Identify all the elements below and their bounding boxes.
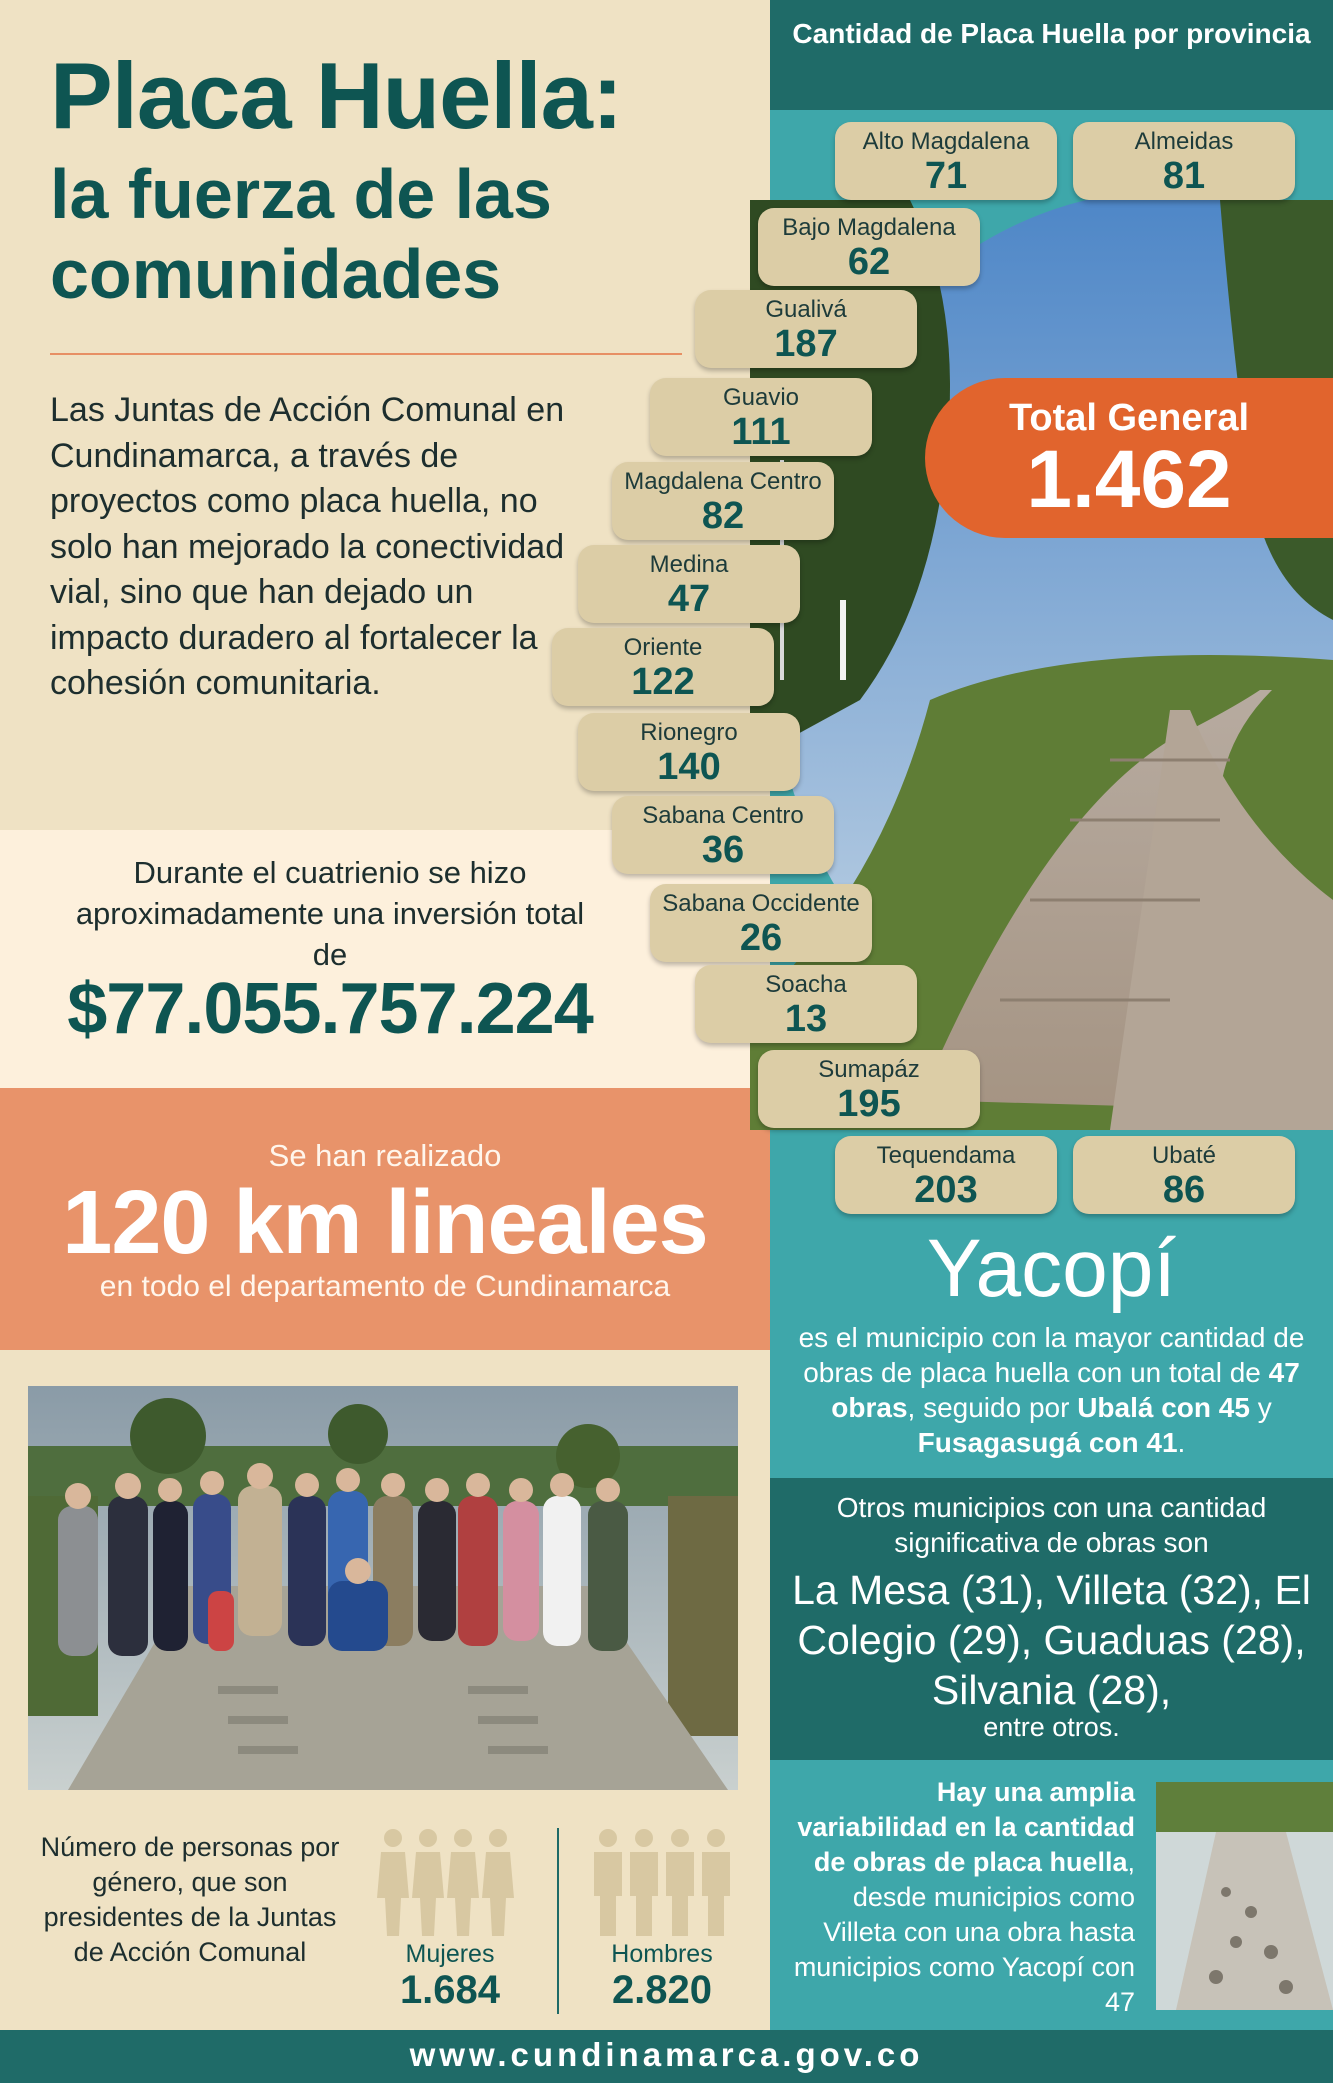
- province-pill-magdalena-centro: [612, 462, 834, 540]
- yacopi-bold-part: Fusagasugá con 41: [917, 1427, 1178, 1458]
- page-title: Placa Huella:: [50, 43, 623, 148]
- gender-description: Número de personas por género, que son presidentes de la Juntas de Acción Comunal: [40, 1832, 340, 1967]
- province-pill-guavio: [650, 378, 872, 456]
- province-name: Almeidas: [1134, 128, 1234, 155]
- province-value: 13: [784, 998, 828, 1040]
- intro-paragraph: Las Juntas de Acción Comunal en Cundinamarca, a través de proyectos como placa huella, no solo han mejorado la conectividad vial, sino que han dejado un impacto duradero al fortalecer la cohesión comunitaria.: [50, 391, 565, 702]
- yacopi-text-part: , seguido por: [907, 1392, 1078, 1423]
- variability-bold: Hay una amplia variabilidad en la cantidad de obras de placa huella: [797, 1777, 1135, 1877]
- province-pill-sabana-occidente: [650, 884, 872, 962]
- province-value: 140: [657, 746, 721, 788]
- title-divider: [50, 353, 682, 355]
- province-value: 111: [731, 411, 791, 453]
- province-name: Gualivá: [765, 296, 847, 323]
- yacopi-bold-part: Ubalá con 45: [1077, 1392, 1250, 1423]
- women-label: Mujeres: [405, 1940, 495, 1968]
- yacopi-text-part: es el municipio con la mayor cantidad de obras de placa huella con un total de: [798, 1322, 1305, 1388]
- province-name: Sabana Occidente: [662, 890, 860, 917]
- women-value: 1.684: [399, 1968, 501, 2012]
- yacopi-text-part: y: [1249, 1392, 1272, 1423]
- province-name: Sumapáz: [818, 1056, 920, 1083]
- province-name: Magdalena Centro: [624, 468, 822, 495]
- province-value: 81: [1162, 155, 1206, 197]
- province-name: Medina: [649, 551, 729, 578]
- investment-text: Durante el cuatrienio se hizo aproximadamente una inversión total de: [75, 855, 585, 972]
- province-pill-sabana-centro: [612, 796, 834, 874]
- women-figures-icon: [376, 1828, 516, 1938]
- investment-amount: $77.055.757.224: [67, 969, 593, 1049]
- page-subtitle: la fuerza de las comunidades: [50, 155, 552, 313]
- province-pill-gualiva: [695, 290, 917, 368]
- kilometers-value: 120 km lineales: [62, 1173, 708, 1273]
- province-pill-almeidas: [1073, 122, 1295, 200]
- yacopi-text-part: .: [1177, 1427, 1186, 1458]
- total-badge: [925, 378, 1333, 538]
- other-municipalities-intro: Otros municipios con una cantidad significativa de obras son: [836, 1492, 1267, 1558]
- province-value: 62: [847, 241, 891, 283]
- province-pill-sumapaz: [758, 1050, 980, 1128]
- province-value: 36: [701, 829, 745, 871]
- province-pill-oriente: [552, 628, 774, 706]
- men-figures-icon: [590, 1828, 734, 1938]
- variability-text: [785, 1775, 1135, 2020]
- province-name: Bajo Magdalena: [782, 214, 956, 241]
- gender-divider: [557, 1828, 559, 2014]
- province-pill-soacha: [695, 965, 917, 1043]
- province-name: Guavio: [722, 384, 800, 411]
- province-name: Alto Magdalena: [862, 128, 1030, 155]
- province-pill-rionegro: [578, 713, 800, 791]
- province-pill-medina: [578, 545, 800, 623]
- province-name: Oriente: [623, 634, 703, 661]
- kilometers-pretext: Se han realizado: [268, 1138, 502, 1173]
- province-value: 203: [914, 1169, 978, 1211]
- province-value: 195: [837, 1083, 901, 1125]
- province-value: 47: [667, 578, 711, 620]
- total-value: 1.462: [1026, 434, 1232, 525]
- yacopi-description: [790, 1320, 1313, 1460]
- yacopi-title: Yacopí: [926, 1223, 1177, 1314]
- province-name: Ubaté: [1151, 1142, 1217, 1169]
- variability-rest: , desde municipios como Villeta con una obra hasta municipios como Yacopí con 47: [793, 1847, 1135, 2017]
- province-value: 86: [1162, 1169, 1206, 1211]
- province-pill-ubate: [1073, 1136, 1295, 1214]
- province-pill-tequendama: [835, 1136, 1057, 1214]
- province-value: 71: [924, 155, 968, 197]
- province-value: 82: [701, 495, 745, 537]
- footer-website-link[interactable]: www.cundinamarca.gov.co: [409, 2036, 924, 2073]
- province-pill-bajo-magdalena: [758, 208, 980, 286]
- kilometers-posttext: en todo el departamento de Cundinamarca: [99, 1270, 671, 1303]
- province-name: Rionegro: [640, 719, 738, 746]
- province-name: Soacha: [765, 971, 847, 998]
- province-value: 122: [631, 661, 695, 703]
- community-group-photo: [28, 1386, 738, 1790]
- road-detail-photo: [1156, 1782, 1333, 2010]
- province-pill-alto-magdalena: [835, 122, 1057, 200]
- provinces-title: Cantidad de Placa Huella por provincia: [792, 18, 1311, 49]
- province-value: 26: [739, 917, 783, 959]
- total-label: Total General: [1008, 397, 1250, 439]
- province-name: Tequendama: [876, 1142, 1016, 1169]
- men-value: 2.820: [611, 1968, 713, 2012]
- other-municipalities-list: La Mesa (31), Villeta (32), El Colegio (29), Guaduas (28), Silvania (28),: [792, 1567, 1311, 1713]
- province-name: Sabana Centro: [642, 802, 804, 829]
- men-label: Hombres: [611, 1940, 713, 1968]
- province-value: 187: [774, 323, 838, 365]
- other-municipalities-tail: entre otros.: [983, 1712, 1120, 1742]
- yacopi-bold-part: 47 obras: [831, 1357, 1300, 1423]
